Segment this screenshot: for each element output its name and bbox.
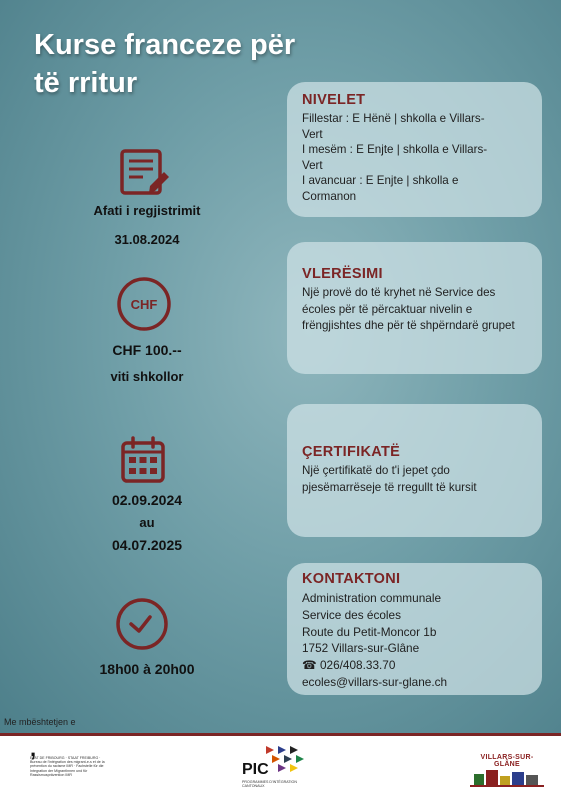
card-vleresimi: [287, 242, 542, 374]
etat-text: ETAT DE FRIBOURG · STAAT FREIBURG · Bureau de l'intégration des migrant-e-s et de la prévention du racisme IMR · Fachstelle für die Integration der MigrantInnen und für Rassismusprävention IMR: [30, 756, 105, 777]
price: CHF 100.--: [112, 342, 182, 358]
nivelet-line: I mesëm : E Enjte | shkolla e Villars-: [302, 143, 488, 157]
villars-name: VILLARS-SUR-GLÂNE: [480, 754, 534, 768]
certifikate-text: Një çertifikatë do t'i jepet çdo pjesëmarrëseje të rregullt të kursit: [302, 464, 477, 494]
pic-logo: [242, 744, 322, 790]
nivelet-line: Vert: [302, 158, 323, 172]
time: 18h00 à 20h00: [99, 661, 195, 677]
contact-line: Service des écoles: [302, 607, 402, 622]
contact-line: Route du Petit-Moncor 1b: [302, 624, 437, 639]
footer-divider: [0, 733, 561, 736]
deadline-label: Afati i regjistrimit: [93, 203, 201, 218]
pic-name: PIC: [242, 761, 269, 778]
etat-mark: ,: [30, 736, 37, 761]
nivelet-line: Fillestar : E Hënë | shkolla e Villars-: [302, 112, 485, 125]
title-line-1: Kurse franceze për: [34, 29, 296, 61]
nivelet-line: I avancuar : E Enjte | shkolla e: [302, 174, 459, 188]
title-line-2: të rritur: [34, 67, 138, 99]
villars-emblem-icon: [470, 768, 544, 788]
card-kontaktoni: [287, 563, 542, 695]
nivelet-line: Cormanon: [302, 189, 357, 203]
chf-coin-icon: [116, 276, 172, 332]
vleresimi-text: Një provë do të kryhet në Service des écoles për të përcaktuar nivelin e frëngjishtes dhe për të shpërndarë grupet: [302, 286, 515, 332]
support-label: Me mbështetjen e: [4, 717, 76, 727]
price-period: viti shkollor: [110, 369, 184, 384]
contact-line: Administration communale: [302, 591, 441, 605]
date-start: 02.09.2024: [111, 492, 183, 508]
date-separator: au: [139, 515, 155, 530]
villars-logo: [470, 754, 544, 784]
pic-subtitle: PROGRAMMES D'INTÉGRATION CANTONAUX: [242, 780, 297, 788]
contact-line: 1752 Villars-sur-Glâne: [302, 641, 420, 656]
vleresimi-heading: VLERËSIMI: [302, 266, 383, 282]
certifikate-heading: ÇERTIFIKATË: [302, 444, 401, 460]
deadline-date: 31.08.2024: [114, 232, 180, 247]
calendar-icon: [120, 436, 166, 484]
card-certifikate: [287, 404, 542, 537]
chf-icon-text: CHF: [130, 297, 158, 312]
contact-phone: ☎ 026/408.33.70: [302, 658, 396, 673]
nivelet-line: Vert: [302, 127, 323, 141]
clock-icon: [115, 597, 169, 651]
form-pencil-icon: [119, 148, 171, 198]
kontaktoni-heading: KONTAKTONI: [302, 571, 401, 587]
date-end: 04.07.2025: [111, 537, 183, 553]
contact-email: ecoles@villars-sur-glane.ch: [302, 674, 448, 689]
etat-fribourg-logo: [30, 736, 110, 777]
card-nivelet: [287, 82, 542, 217]
nivelet-heading: NIVELET: [302, 92, 366, 108]
